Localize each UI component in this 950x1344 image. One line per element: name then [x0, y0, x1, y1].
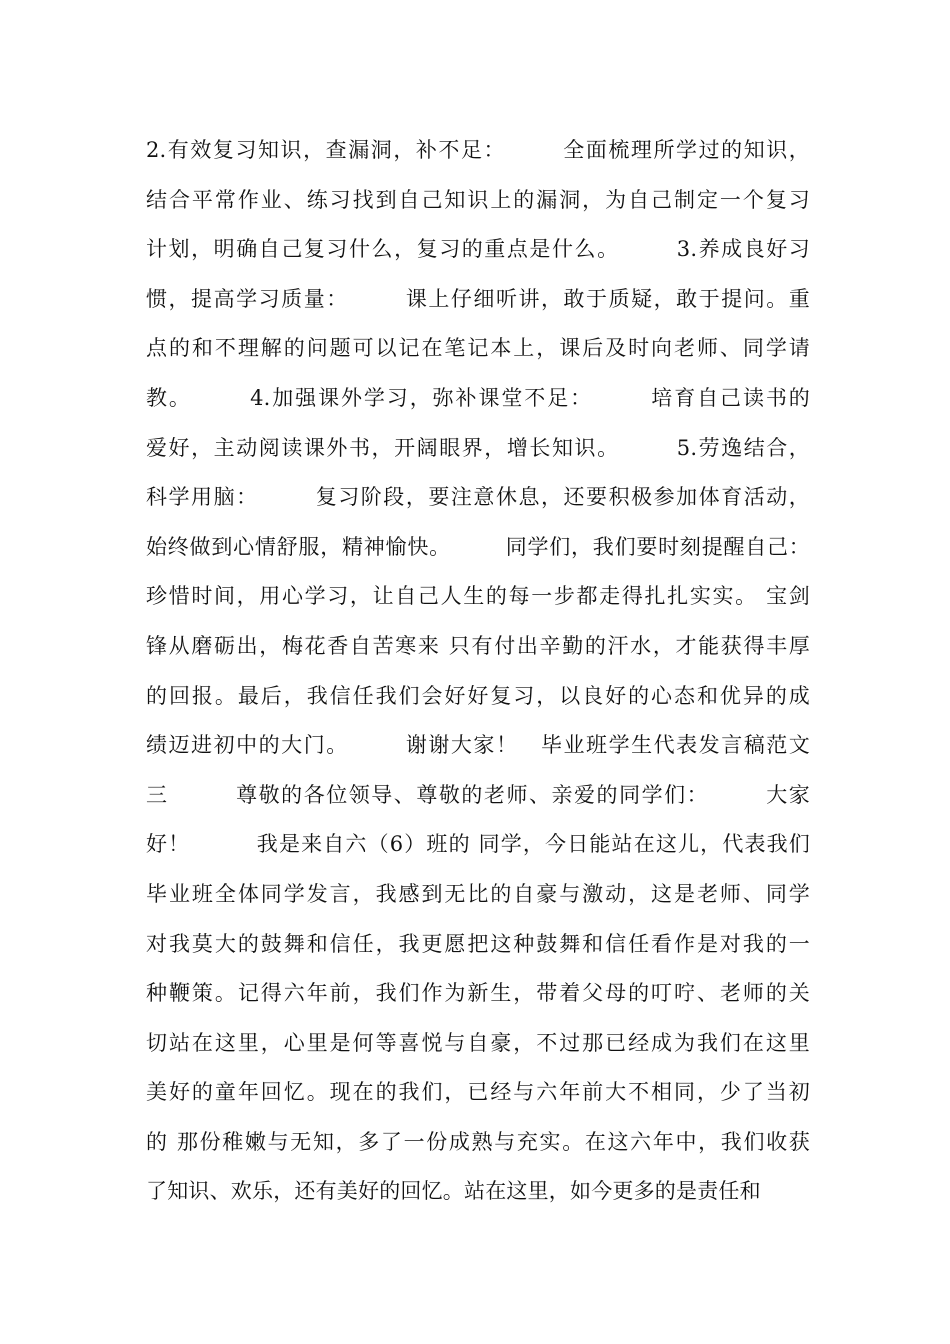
text-line-6: 教。 4.加强课外学习，弥补课堂不足： 培育自己读书的: [146, 385, 810, 410]
text-line-7: 爱好，主动阅读课外书，开阔眼界，增长知识。 5.劳逸结合，: [146, 435, 810, 460]
text-line-17: 对我莫大的鼓舞和信任，我更愿把这种鼓舞和信任看作是对我的一: [146, 931, 810, 956]
text-line-20: 美好的童年回忆。现在的我们，已经与六年前大不相同，少了当初: [146, 1080, 810, 1105]
text-line-1: 2.有效复习知识，查漏洞，补不足： 全面梳理所学过的知识，: [146, 138, 810, 162]
text-line-21: 的 那份稚嫩与无知，多了一份成熟与充实。在这六年中，我们收获: [146, 1129, 810, 1154]
text-line-9: 始终做到心情舒服，精神愉快。 同学们，我们要时刻提醒自己：: [146, 534, 810, 559]
text-line-3: 计划，明确自己复习什么，复习的重点是什么。 3.养成良好习: [146, 237, 810, 262]
text-line-19: 切站在这里，心里是何等喜悦与自豪，不过那已经成为我们在这里: [146, 1030, 810, 1055]
text-line-18: 种鞭策。记得六年前，我们作为新生，带着父母的叮咛、老师的关: [146, 981, 810, 1006]
text-line-14: 三 尊敬的各位领导、尊敬的老师、亲爱的同学们： 大家: [146, 782, 810, 807]
text-line-5: 点的和不理解的问题可以记在笔记本上，课后及时向老师、同学请: [146, 336, 810, 361]
text-line-2: 结合平常作业、练习找到自己知识上的漏洞，为自己制定一个复习: [146, 187, 810, 212]
text-line-12: 的回报。最后，我信任我们会好好复习，以良好的心态和优异的成: [146, 683, 810, 708]
text-line-11: 锋从磨砺出，梅花香自苦寒来 只有付出辛勤的汗水，才能获得丰厚: [146, 633, 810, 658]
text-line-4: 惯，提高学习质量： 课上仔细听讲，敢于质疑，敢于提问。重: [146, 286, 810, 311]
body-text: [146, 126, 810, 1217]
text-line-10: 珍惜时间，用心学习，让自己人生的每一步都走得扎扎实实。 宝剑: [146, 584, 810, 609]
text-line-13: 绩迈进初中的大门。 谢谢大家！ 毕业班学生代表发言稿范文: [146, 733, 810, 758]
text-line-22: 了知识、欢乐，还有美好的回忆。站在这里，如今更多的是责任和: [146, 1179, 761, 1204]
text-line-16: 毕业班全体同学发言，我感到无比的自豪与激动，这是老师、同学: [146, 881, 810, 906]
text-line-15: 好！ 我是来自六（6）班的 同学，今日能站在这儿，代表我们: [146, 832, 810, 857]
text-line-8: 科学用脑： 复习阶段，要注意休息，还要积极参加体育活动，: [146, 485, 810, 510]
